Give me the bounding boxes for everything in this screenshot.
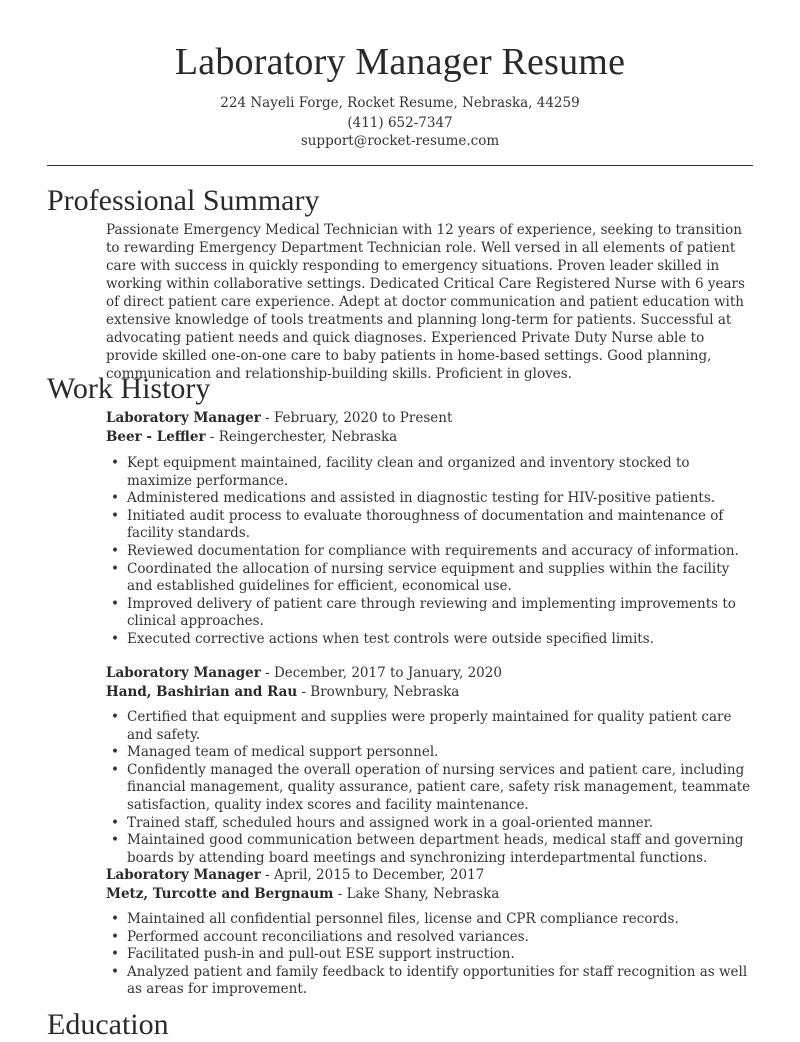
list-item: • Performed account reconciliations and resolved variances. [108,929,756,947]
job-title: Laboratory Manager [106,665,261,681]
job-bullet-list [108,709,756,867]
list-item: • Analyzed patient and family feedback to identify opportunities for staff recognition as well as areas for improvement. [108,964,756,999]
list-item: • Trained staff, scheduled hours and assigned work in a goal-oriented manner. [108,815,756,833]
contact-phone: (411) 652-7347 [347,115,453,131]
job-entry [106,409,756,447]
job-entry [106,664,756,702]
job-dates: - April, 2015 to December, 2017 [260,867,485,883]
contact-email: support@rocket-resume.com [300,133,500,149]
list-item: • Coordinated the allocation of nursing service equipment and supplies within the facility and established guidelines for efficient, economical use. [108,561,756,596]
page-title: Laboratory Manager Resume [174,41,626,83]
summary-text: Passionate Emergency Medical Technician with 12 years of experience, seeking to transition to rewarding Emergency Department Technician role. Well versed in all elements of patient care with success in quickly responding to emergency situations. Proven leader skilled in working within collaborative settings. Dedicated Critical Care Registered Nurse with 6 years of direct patient care experience. Adept at doctor communication and patient education with extensive knowledge of tools treatments and planning long-term for patients. Successful at advocating patient needs and quick diagnoses. Experienced Private Duty Nurse able to provide skilled one-on-one care to baby patients in home-based settings. Good planning, communication and relationship-building skills. Proficient in gloves. [106,222,745,382]
list-item: • Initiated audit process to evaluate thoroughness of documentation and maintenance of facility standards. [108,508,756,543]
list-item: • Managed team of medical support personnel. [108,744,756,762]
job-location: - Brownbury, Nebraska [297,684,460,700]
job-company: Metz, Turcotte and Bergnaum [106,886,334,902]
header-divider [47,165,753,166]
list-item: • Executed corrective actions when test controls were outside specified limits. [108,631,756,649]
list-item: • Kept equipment maintained, facility clean and organized and inventory stocked to maximize performance. [108,455,756,490]
list-item: • Maintained all confidential personnel files, license and CPR compliance records. [108,911,756,929]
contact-address: 224 Nayeli Forge, Rocket Resume, Nebraska, 44259 [220,95,580,111]
job-dates: - February, 2020 to Present [260,410,453,426]
summary-heading: Professional Summary [47,184,320,217]
job-location: - Reingerchester, Nebraska [205,429,398,445]
job-title: Laboratory Manager [106,867,261,883]
work-history-heading: Work History [47,372,211,405]
job-bullet-list [108,455,756,649]
list-item: • Administered medications and assisted in diagnostic testing for HIV-positive patients. [108,490,756,508]
job-dates: - December, 2017 to January, 2020 [260,665,502,681]
list-item: • Facilitated push-in and pull-out ESE support instruction. [108,946,756,964]
list-item: • Certified that equipment and supplies were properly maintained for quality patient care and safety. [108,709,756,744]
education-heading: Education [47,1008,169,1041]
list-item: • Confidently managed the overall operation of nursing services and patient care, including financial management, quality assurance, patient care, safety risk management, teammate satisfaction, quality index scores and facility maintenance. [108,762,756,815]
job-company: Beer - Leffler [106,429,206,445]
job-location: - Lake Shany, Nebraska [333,886,500,902]
job-company: Hand, Bashirian and Rau [106,684,298,700]
list-item: • Improved delivery of patient care through reviewing and implementing improvements to clinical approaches. [108,596,756,631]
list-item: • Maintained good communication between department heads, medical staff and governing boards by attending board meetings and synchronizing interdepartmental functions. [108,832,756,867]
job-bullet-list [108,911,756,999]
job-title: Laboratory Manager [106,410,261,426]
list-item: • Reviewed documentation for compliance with requirements and accuracy of information. [108,543,756,561]
job-entry [106,866,756,904]
